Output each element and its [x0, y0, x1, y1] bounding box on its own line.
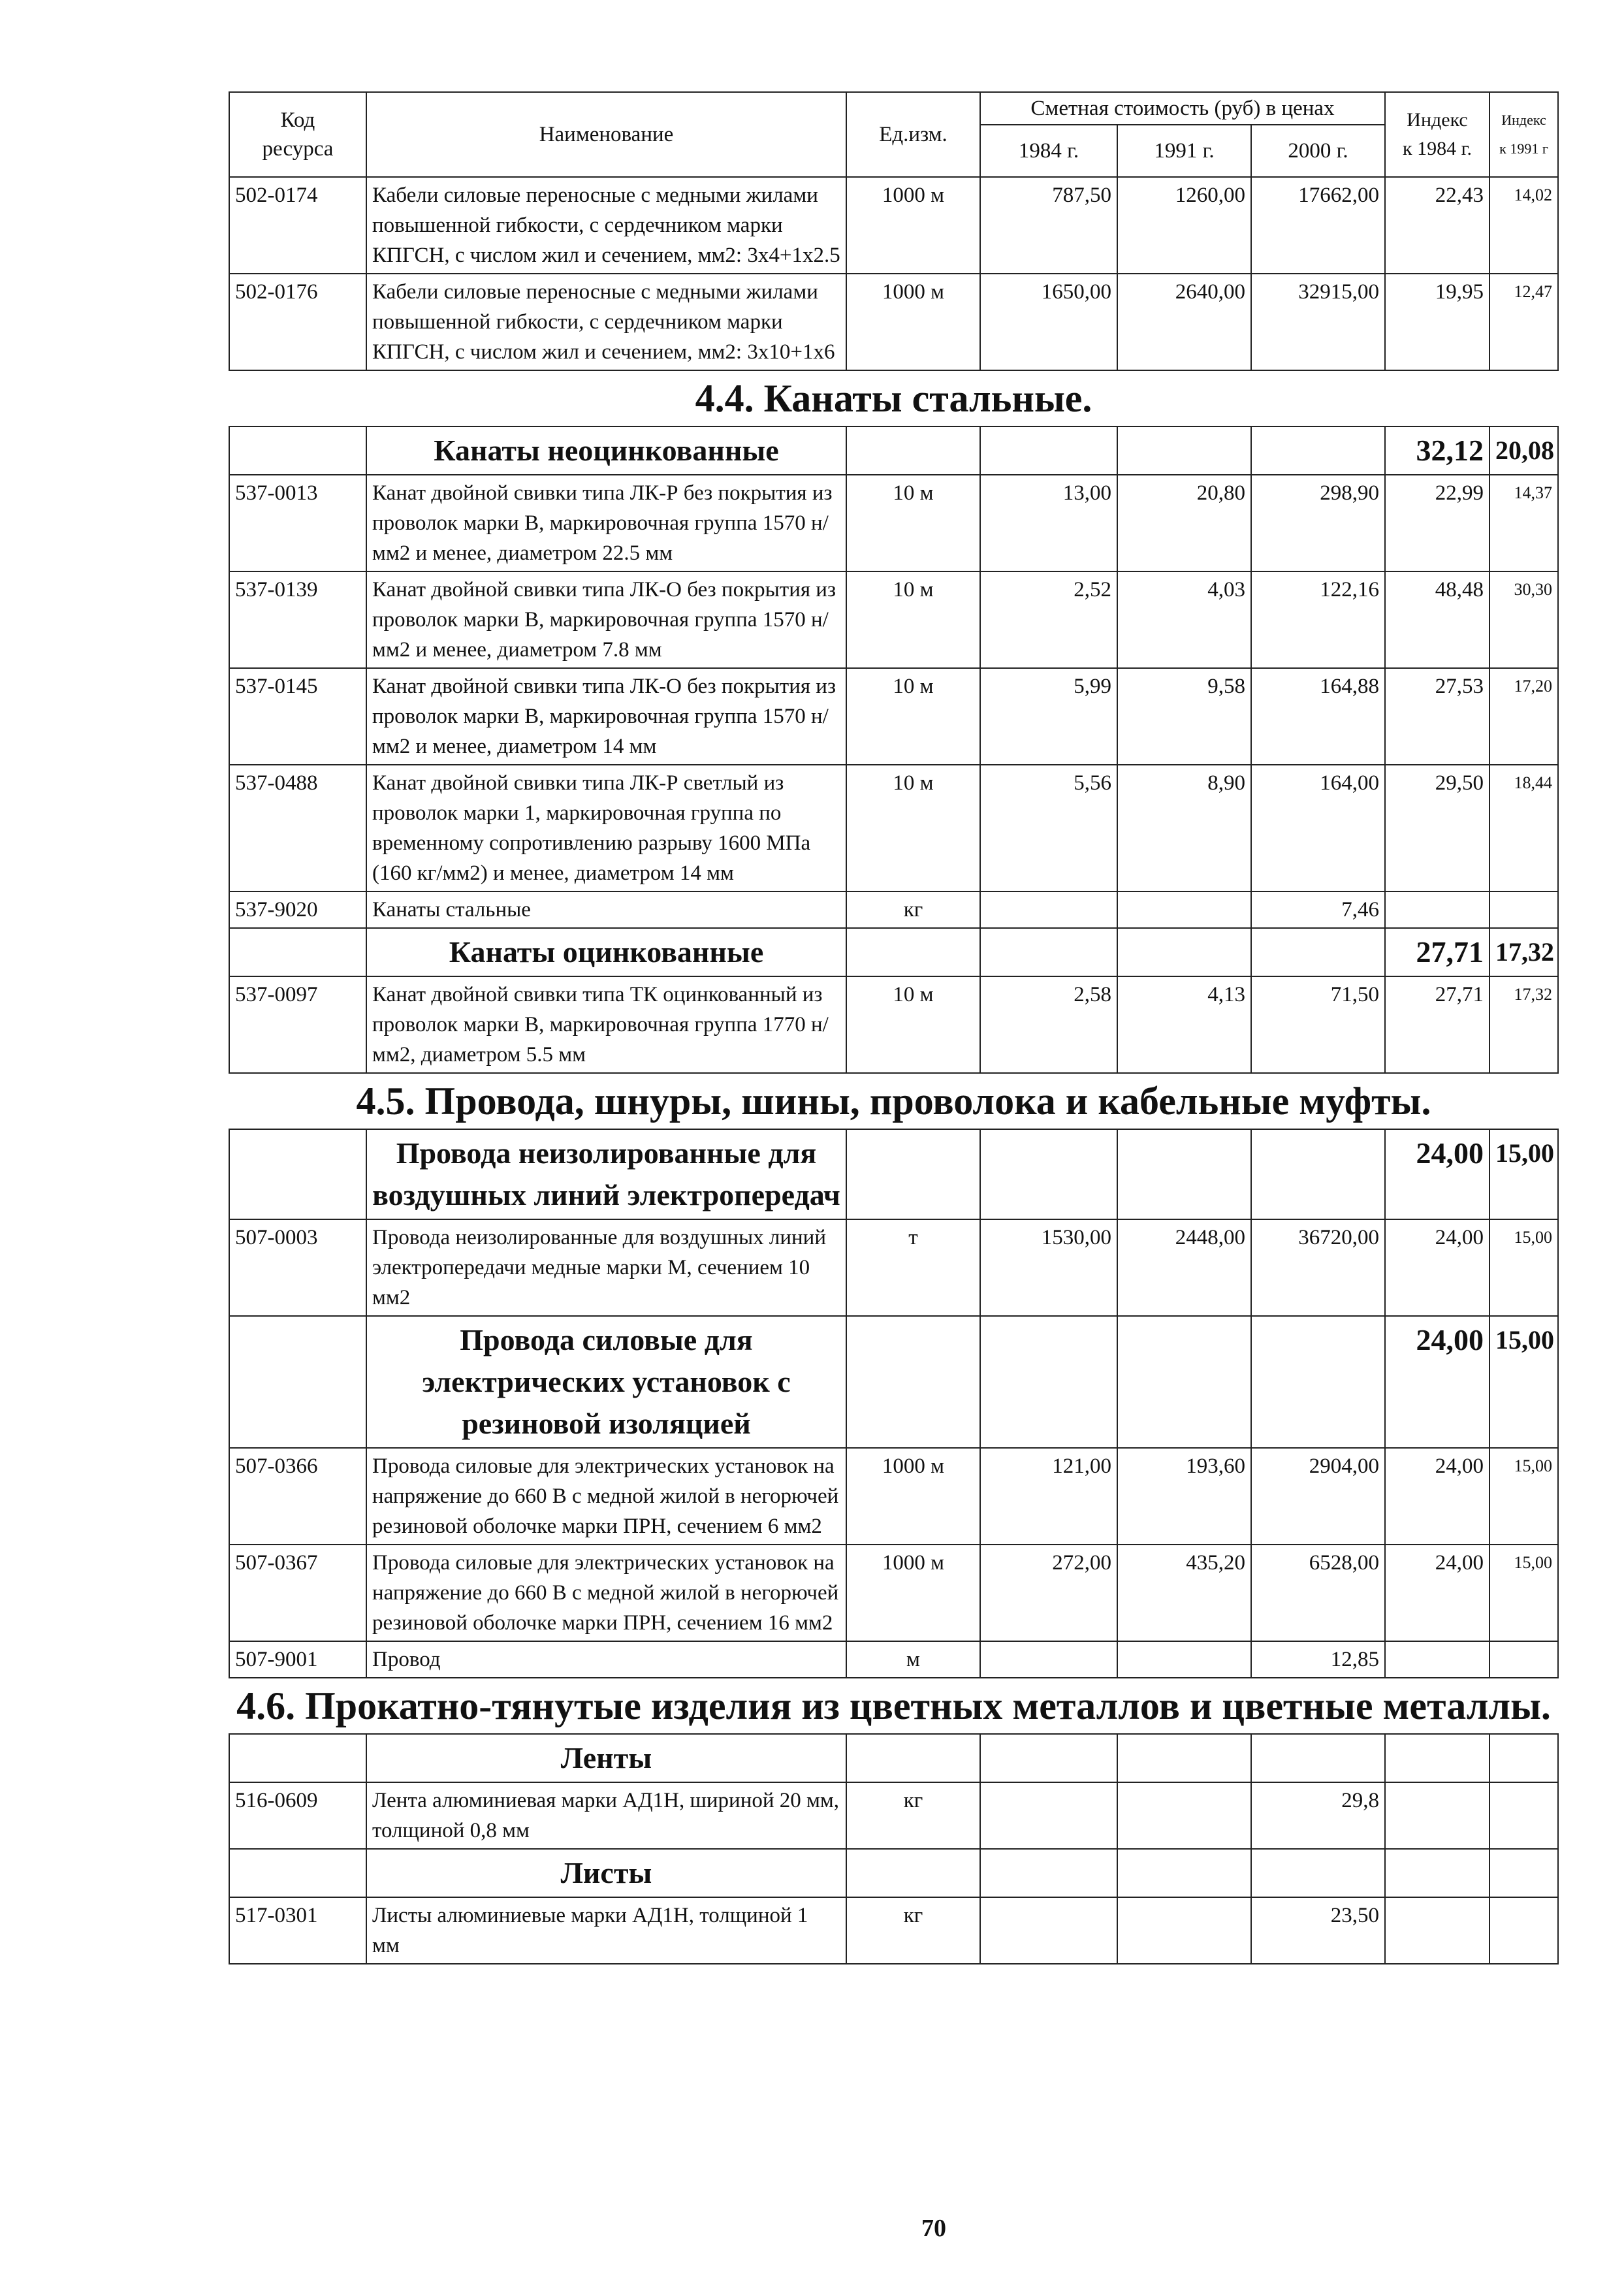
- price-1984: 5,99: [980, 668, 1117, 765]
- price-1984: 787,50: [980, 177, 1117, 274]
- table-row: [229, 976, 1558, 1073]
- table-row: [229, 1641, 1558, 1678]
- header-index-1991: Индекс к 1991 г: [1489, 92, 1558, 177]
- group-index-1984: [1385, 1849, 1489, 1897]
- table-header-row: [229, 92, 1558, 125]
- group-title: Провода силовые для электрических установок с резиновой изоляцией: [366, 1316, 846, 1448]
- price-2000: 32915,00: [1251, 274, 1385, 370]
- index-1991: [1489, 891, 1558, 928]
- resource-code: 507-0003: [229, 1219, 366, 1316]
- resource-code: 502-0174: [229, 177, 366, 274]
- group-index-1984: 24,00: [1385, 1316, 1489, 1448]
- group-code-cell: [229, 1129, 366, 1219]
- table-row: [229, 1448, 1558, 1545]
- resource-code: 517-0301: [229, 1897, 366, 1964]
- resource-name: Кабели силовые переносные с медными жилами повышенной гибкости, с сердечником марки КПГСН, с числом жил и сечением, мм2: 3х4+1х2.5: [366, 177, 846, 274]
- price-1984: 121,00: [980, 1448, 1117, 1545]
- resource-code: 537-0139: [229, 571, 366, 668]
- group-unit-cell: [846, 1129, 980, 1219]
- price-1991: 1260,00: [1117, 177, 1251, 274]
- group-unit-cell: [846, 426, 980, 475]
- price-1991: 435,20: [1117, 1545, 1251, 1641]
- price-2000: 122,16: [1251, 571, 1385, 668]
- price-2000: 71,50: [1251, 976, 1385, 1073]
- unit: кг: [846, 1897, 980, 1964]
- price-2000: 6528,00: [1251, 1545, 1385, 1641]
- index-1991: 14,02: [1489, 177, 1558, 274]
- index-1991: 18,44: [1489, 765, 1558, 891]
- group-code-cell: [229, 1734, 366, 1782]
- table-row: [229, 668, 1558, 765]
- price-2000: 2904,00: [1251, 1448, 1385, 1545]
- resource-code: 537-9020: [229, 891, 366, 928]
- header-year-2000: 2000 г.: [1251, 125, 1385, 177]
- price-1991: [1117, 1641, 1251, 1678]
- resource-code: 507-0367: [229, 1545, 366, 1641]
- resource-code: 537-0488: [229, 765, 366, 891]
- header-unit: Ед.изм.: [846, 92, 980, 177]
- unit: 1000 м: [846, 1545, 980, 1641]
- price-1984: [980, 891, 1117, 928]
- resource-name: Провода силовые для электрических установок на напряжение до 660 В с медной жилой в негорючей резиновой оболочке марки ПРН, сечением 16 мм2: [366, 1545, 846, 1641]
- table-row: [229, 1782, 1558, 1849]
- price-1991: [1117, 1897, 1251, 1964]
- group-2000-cell: [1251, 426, 1385, 475]
- group-2000-cell: [1251, 1316, 1385, 1448]
- group-1984-cell: [980, 928, 1117, 976]
- price-2000: 29,8: [1251, 1782, 1385, 1849]
- price-1984: [980, 1782, 1117, 1849]
- resource-code: 516-0609: [229, 1782, 366, 1849]
- unit: 10 м: [846, 765, 980, 891]
- group-title: Листы: [366, 1849, 846, 1897]
- group-1984-cell: [980, 426, 1117, 475]
- index-1991: 15,00: [1489, 1219, 1558, 1316]
- group-1991-cell: [1117, 426, 1251, 475]
- price-2000: 164,88: [1251, 668, 1385, 765]
- index-1984: [1385, 1641, 1489, 1678]
- resource-name: Кабели силовые переносные с медными жилами повышенной гибкости, с сердечником марки КПГСН, с числом жил и сечением, мм2: 3х10+1х6: [366, 274, 846, 370]
- price-1984: 1650,00: [980, 274, 1117, 370]
- header-name: Наименование: [366, 92, 846, 177]
- group-heading-row: [229, 1316, 1558, 1448]
- resource-code: 507-0366: [229, 1448, 366, 1545]
- group-heading-row: [229, 1849, 1558, 1897]
- index-1984: [1385, 1897, 1489, 1964]
- group-title: Канаты оцинкованные: [366, 928, 846, 976]
- table-row: [229, 1545, 1558, 1641]
- price-2000: 298,90: [1251, 475, 1385, 571]
- unit: 1000 м: [846, 274, 980, 370]
- unit: т: [846, 1219, 980, 1316]
- price-1984: [980, 1641, 1117, 1678]
- price-1984: 2,58: [980, 976, 1117, 1073]
- table-row: [229, 1219, 1558, 1316]
- unit: 10 м: [846, 668, 980, 765]
- header-index-1984: Индекс к 1984 г.: [1385, 92, 1489, 177]
- index-1984: 24,00: [1385, 1219, 1489, 1316]
- price-1984: 13,00: [980, 475, 1117, 571]
- index-1984: 48,48: [1385, 571, 1489, 668]
- group-1991-cell: [1117, 1316, 1251, 1448]
- table-row: [229, 177, 1558, 274]
- price-1984: 272,00: [980, 1545, 1117, 1641]
- unit: 10 м: [846, 475, 980, 571]
- index-1991: 14,37: [1489, 475, 1558, 571]
- group-code-cell: [229, 1316, 366, 1448]
- group-index-1984: [1385, 1734, 1489, 1782]
- group-index-1991: [1489, 1849, 1558, 1897]
- group-unit-cell: [846, 1849, 980, 1897]
- table-row: [229, 274, 1558, 370]
- group-1991-cell: [1117, 928, 1251, 976]
- group-code-cell: [229, 1849, 366, 1897]
- resource-name: Провод: [366, 1641, 846, 1678]
- page-number: 70: [921, 2215, 946, 2242]
- price-1991: 2640,00: [1117, 274, 1251, 370]
- group-1984-cell: [980, 1849, 1117, 1897]
- index-1984: [1385, 1782, 1489, 1849]
- index-1984: 24,00: [1385, 1545, 1489, 1641]
- group-2000-cell: [1251, 1734, 1385, 1782]
- group-2000-cell: [1251, 1129, 1385, 1219]
- table-row: [229, 1897, 1558, 1964]
- resource-code: 507-9001: [229, 1641, 366, 1678]
- group-heading-row: [229, 1129, 1558, 1219]
- group-index-1991: [1489, 1734, 1558, 1782]
- price-1984: 1530,00: [980, 1219, 1117, 1316]
- header-year-1991: 1991 г.: [1117, 125, 1251, 177]
- index-1984: 22,43: [1385, 177, 1489, 274]
- price-2000: 36720,00: [1251, 1219, 1385, 1316]
- group-index-1991: 15,00: [1489, 1316, 1558, 1448]
- section-heading-row: [229, 1073, 1558, 1129]
- group-code-cell: [229, 928, 366, 976]
- index-1991: 15,00: [1489, 1448, 1558, 1545]
- price-1991: 4,13: [1117, 976, 1251, 1073]
- index-1991: [1489, 1782, 1558, 1849]
- header-cost-group: Сметная стоимость (руб) в ценах: [980, 92, 1385, 125]
- resource-name: Провода силовые для электрических установок на напряжение до 660 В с медной жилой в негорючей резиновой оболочке марки ПРН, сечением 6 мм2: [366, 1448, 846, 1545]
- price-1984: 2,52: [980, 571, 1117, 668]
- index-1991: [1489, 1641, 1558, 1678]
- unit: 1000 м: [846, 1448, 980, 1545]
- unit: 10 м: [846, 571, 980, 668]
- section-heading-row: [229, 1678, 1558, 1734]
- group-index-1991: 20,08: [1489, 426, 1558, 475]
- resource-name: Провода неизолированные для воздушных линий электропередачи медные марки М, сечением 10 мм2: [366, 1219, 846, 1316]
- group-unit-cell: [846, 928, 980, 976]
- index-1991: 17,32: [1489, 976, 1558, 1073]
- table-row: [229, 475, 1558, 571]
- group-1984-cell: [980, 1734, 1117, 1782]
- group-index-1991: 15,00: [1489, 1129, 1558, 1219]
- group-index-1984: 32,12: [1385, 426, 1489, 475]
- index-1991: 12,47: [1489, 274, 1558, 370]
- index-1991: 15,00: [1489, 1545, 1558, 1641]
- group-title: Провода неизолированные для воздушных линий электропередач: [366, 1129, 846, 1219]
- group-2000-cell: [1251, 1849, 1385, 1897]
- price-2000: 7,46: [1251, 891, 1385, 928]
- price-2000: 23,50: [1251, 1897, 1385, 1964]
- index-1984: 24,00: [1385, 1448, 1489, 1545]
- unit: 1000 м: [846, 177, 980, 274]
- group-unit-cell: [846, 1316, 980, 1448]
- index-1984: 22,99: [1385, 475, 1489, 571]
- index-1991: [1489, 1897, 1558, 1964]
- price-1991: 20,80: [1117, 475, 1251, 571]
- price-1991: [1117, 1782, 1251, 1849]
- group-1991-cell: [1117, 1129, 1251, 1219]
- group-2000-cell: [1251, 928, 1385, 976]
- resource-code: 537-0145: [229, 668, 366, 765]
- index-1991: 30,30: [1489, 571, 1558, 668]
- price-1991: 2448,00: [1117, 1219, 1251, 1316]
- header-code: Код ресурса: [229, 92, 366, 177]
- resource-name: Лента алюминиевая марки АД1Н, шириной 20 мм, толщиной 0,8 мм: [366, 1782, 846, 1849]
- resource-name: Листы алюминиевые марки АД1Н, толщиной 1 мм: [366, 1897, 846, 1964]
- group-code-cell: [229, 426, 366, 475]
- group-1984-cell: [980, 1129, 1117, 1219]
- group-1991-cell: [1117, 1734, 1251, 1782]
- index-1984: 27,53: [1385, 668, 1489, 765]
- price-1991: [1117, 891, 1251, 928]
- resource-code: 537-0013: [229, 475, 366, 571]
- resource-name: Канаты стальные: [366, 891, 846, 928]
- resource-name: Канат двойной свивки типа ЛК-О без покрытия из проволок марки В, маркировочная группа 1570 н/мм2 и менее, диаметром 7.8 мм: [366, 571, 846, 668]
- section-title: 4.6. Прокатно-тянутые изделия из цветных металлов и цветные металлы.: [229, 1678, 1558, 1734]
- group-title: Ленты: [366, 1734, 846, 1782]
- index-1984: 27,71: [1385, 976, 1489, 1073]
- group-index-1984: 27,71: [1385, 928, 1489, 976]
- price-table: [229, 91, 1559, 1964]
- resource-code: 537-0097: [229, 976, 366, 1073]
- resource-name: Канат двойной свивки типа ЛК-О без покрытия из проволок марки В, маркировочная группа 1570 н/мм2 и менее, диаметром 14 мм: [366, 668, 846, 765]
- unit: кг: [846, 1782, 980, 1849]
- section-title: 4.4. Канаты стальные.: [229, 370, 1558, 426]
- price-2000: 17662,00: [1251, 177, 1385, 274]
- table-row: [229, 765, 1558, 891]
- price-1984: 5,56: [980, 765, 1117, 891]
- group-1991-cell: [1117, 1849, 1251, 1897]
- group-unit-cell: [846, 1734, 980, 1782]
- index-1984: 19,95: [1385, 274, 1489, 370]
- section-heading-row: [229, 370, 1558, 426]
- unit: м: [846, 1641, 980, 1678]
- section-title: 4.5. Провода, шнуры, шины, проволока и кабельные муфты.: [229, 1073, 1558, 1129]
- group-heading-row: [229, 1734, 1558, 1782]
- unit: 10 м: [846, 976, 980, 1073]
- resource-name: Канат двойной свивки типа ТК оцинкованный из проволок марки В, маркировочная группа 1770 н/мм2, диаметром 5.5 мм: [366, 976, 846, 1073]
- resource-name: Канат двойной свивки типа ЛК-Р светлый из проволок марки 1, маркировочная группа по временному сопротивлению разрыву 1600 МПа (160 кг/мм2) и менее, диаметром 14 мм: [366, 765, 846, 891]
- group-heading-row: [229, 928, 1558, 976]
- group-index-1991: 17,32: [1489, 928, 1558, 976]
- resource-name: Канат двойной свивки типа ЛК-Р без покрытия из проволок марки В, маркировочная группа 1570 н/мм2 и менее, диаметром 22.5 мм: [366, 475, 846, 571]
- price-2000: 12,85: [1251, 1641, 1385, 1678]
- index-1991: 17,20: [1489, 668, 1558, 765]
- group-title: Канаты неоцинкованные: [366, 426, 846, 475]
- price-1991: 4,03: [1117, 571, 1251, 668]
- unit: кг: [846, 891, 980, 928]
- index-1984: 29,50: [1385, 765, 1489, 891]
- group-index-1984: 24,00: [1385, 1129, 1489, 1219]
- group-heading-row: [229, 426, 1558, 475]
- index-1984: [1385, 891, 1489, 928]
- table-row: [229, 891, 1558, 928]
- price-1991: 9,58: [1117, 668, 1251, 765]
- resource-code: 502-0176: [229, 274, 366, 370]
- table-row: [229, 571, 1558, 668]
- price-1984: [980, 1897, 1117, 1964]
- price-1991: 8,90: [1117, 765, 1251, 891]
- header-year-1984: 1984 г.: [980, 125, 1117, 177]
- price-1991: 193,60: [1117, 1448, 1251, 1545]
- group-1984-cell: [980, 1316, 1117, 1448]
- price-2000: 164,00: [1251, 765, 1385, 891]
